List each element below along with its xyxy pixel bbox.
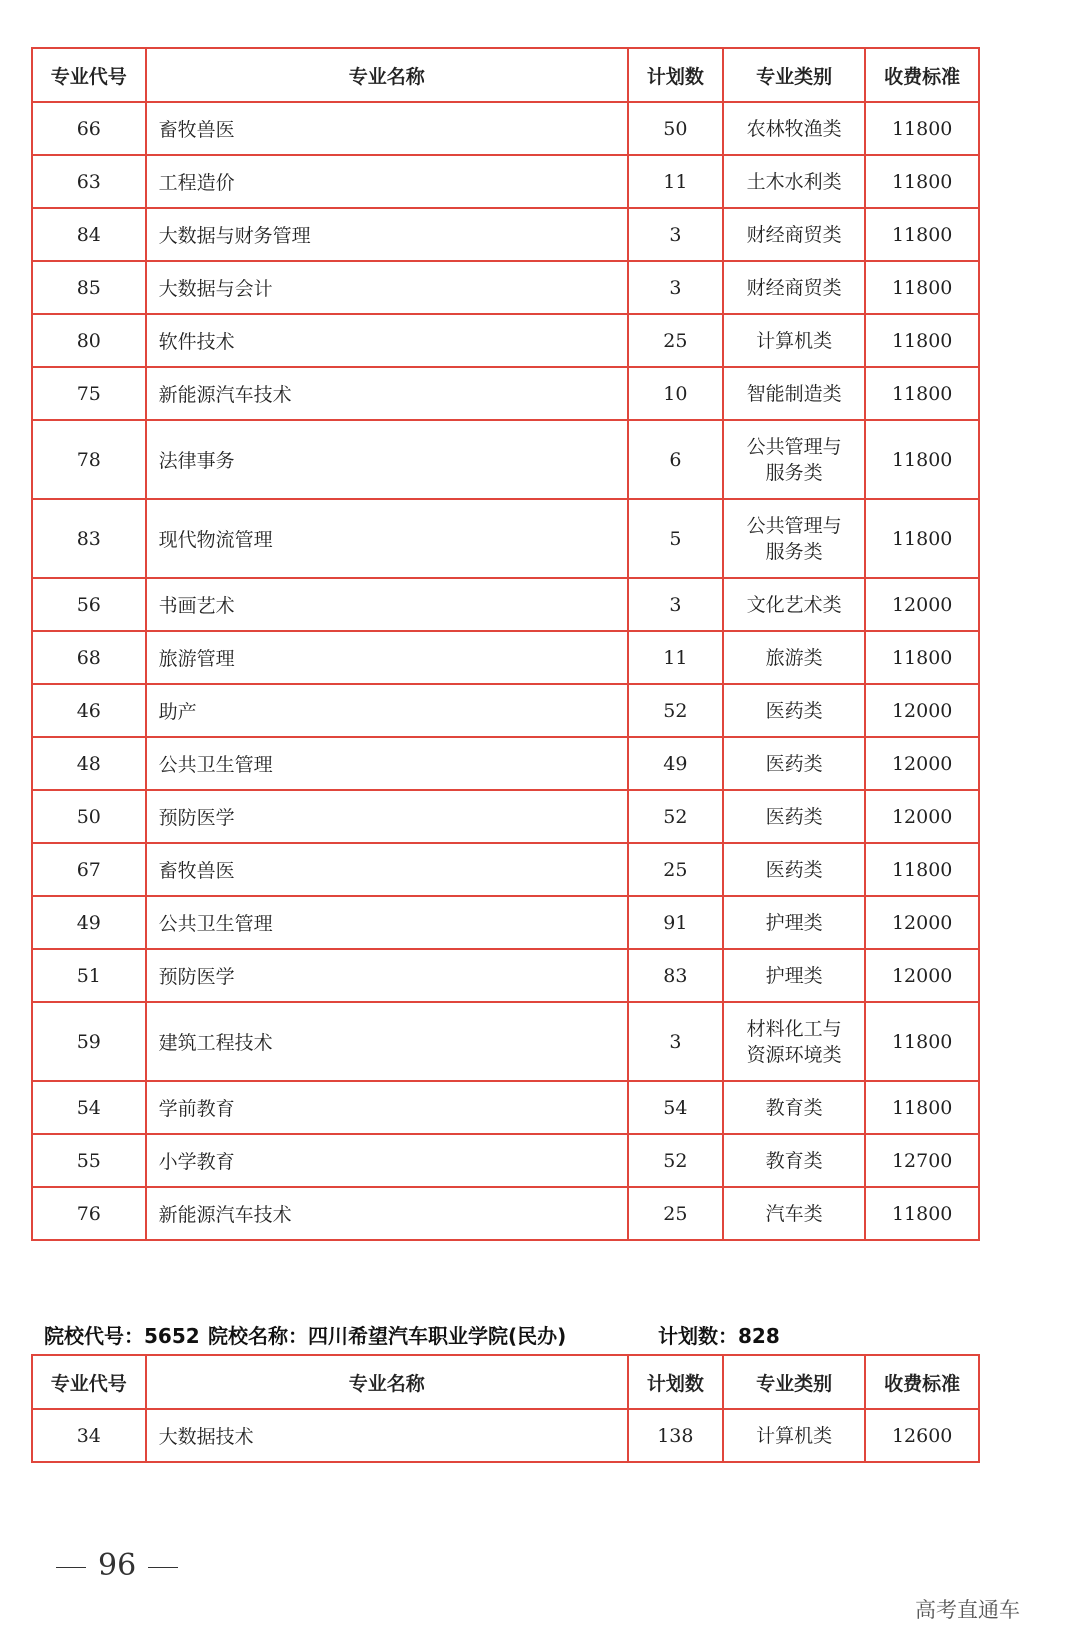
major-name-cell: 现代物流管理 <box>146 499 628 578</box>
header-major-name: 专业名称 <box>146 48 628 102</box>
fee-cell: 11800 <box>865 1002 979 1081</box>
major-category-cell <box>723 1002 866 1081</box>
watermark: 高考直通车 <box>915 1598 1020 1622</box>
major-category-cell <box>723 367 866 420</box>
header-major-name: 专业名称 <box>146 1355 628 1409</box>
fee-cell: 11800 <box>865 208 979 261</box>
table-row <box>32 1409 979 1462</box>
school-info-line <box>44 1320 984 1350</box>
enrollment-table-1 <box>31 47 980 1241</box>
header-major-code: 专业代号 <box>32 1355 146 1409</box>
fee-cell: 12000 <box>865 684 979 737</box>
major-name-cell: 公共卫生管理 <box>146 896 628 949</box>
major-name-cell: 书画艺术 <box>146 578 628 631</box>
table-row <box>32 737 979 790</box>
fee-cell: 11800 <box>865 1081 979 1134</box>
major-name-cell: 旅游管理 <box>146 631 628 684</box>
fee-cell: 11800 <box>865 1187 979 1240</box>
major-category-cell <box>723 843 866 896</box>
fee-cell: 12000 <box>865 578 979 631</box>
plan-count-cell: 25 <box>628 843 723 896</box>
major-category-line: 智能制造类 <box>746 382 842 405</box>
major-category-cell <box>723 1134 866 1187</box>
major-name-cell: 大数据与会计 <box>146 261 628 314</box>
fee-cell: 11800 <box>865 420 979 499</box>
major-category-line: 医药类 <box>765 699 823 722</box>
fee-cell: 11800 <box>865 155 979 208</box>
header-major-category: 专业类别 <box>723 48 866 102</box>
major-code-cell: 34 <box>32 1409 146 1462</box>
table-row <box>32 314 979 367</box>
major-category-cell <box>723 578 866 631</box>
major-category-line: 农林牧渔类 <box>746 117 842 140</box>
major-category-line: 财经商贸类 <box>746 223 842 246</box>
major-name-cell: 小学教育 <box>146 1134 628 1187</box>
plan-count-cell: 52 <box>628 684 723 737</box>
major-name-cell: 预防医学 <box>146 790 628 843</box>
major-category-cell <box>723 155 866 208</box>
major-name-cell: 公共卫生管理 <box>146 737 628 790</box>
major-name-cell: 助产 <box>146 684 628 737</box>
fee-cell: 11800 <box>865 261 979 314</box>
major-name-cell: 大数据与财务管理 <box>146 208 628 261</box>
major-code-cell: 56 <box>32 578 146 631</box>
table-row <box>32 896 979 949</box>
major-code-cell: 80 <box>32 314 146 367</box>
major-name-cell: 新能源汽车技术 <box>146 1187 628 1240</box>
school-code: 院校代号：5652 <box>44 1324 200 1348</box>
plan-count-cell: 91 <box>628 896 723 949</box>
major-name-cell: 工程造价 <box>146 155 628 208</box>
table-row <box>32 684 979 737</box>
major-category-cell <box>723 261 866 314</box>
header-fee-standard: 收费标准 <box>865 48 979 102</box>
plan-count-cell: 52 <box>628 790 723 843</box>
table-row <box>32 949 979 1002</box>
table-row <box>32 1134 979 1187</box>
page-number-footer <box>44 1548 190 1583</box>
school-name: 院校名称：四川希望汽车职业学院(民办) <box>208 1324 567 1348</box>
major-code-cell: 46 <box>32 684 146 737</box>
plan-count-cell: 49 <box>628 737 723 790</box>
major-category-cell <box>723 737 866 790</box>
major-code-cell: 55 <box>32 1134 146 1187</box>
plan-count-cell: 25 <box>628 1187 723 1240</box>
major-code-cell: 83 <box>32 499 146 578</box>
major-category-cell <box>723 790 866 843</box>
major-category-line: 医药类 <box>765 858 823 881</box>
major-code-cell: 49 <box>32 896 146 949</box>
fee-cell: 11800 <box>865 367 979 420</box>
header-fee-standard: 收费标准 <box>865 1355 979 1409</box>
major-category-line: 资源环境类 <box>746 1043 842 1066</box>
major-category-cell <box>723 420 866 499</box>
table-row <box>32 790 979 843</box>
plan-count-cell: 10 <box>628 367 723 420</box>
major-category-cell <box>723 208 866 261</box>
major-code-cell: 84 <box>32 208 146 261</box>
major-code-cell: 76 <box>32 1187 146 1240</box>
major-category-line: 土木水利类 <box>746 170 842 193</box>
plan-count-cell: 11 <box>628 155 723 208</box>
major-category-line: 教育类 <box>765 1096 823 1119</box>
fee-cell: 11800 <box>865 843 979 896</box>
major-code-cell: 59 <box>32 1002 146 1081</box>
major-category-cell <box>723 684 866 737</box>
major-category-line: 计算机类 <box>756 1424 833 1447</box>
major-category-cell <box>723 1187 866 1240</box>
major-name-cell: 学前教育 <box>146 1081 628 1134</box>
table-row <box>32 1002 979 1081</box>
table-row <box>32 155 979 208</box>
major-name-cell: 新能源汽车技术 <box>146 367 628 420</box>
plan-count-cell: 138 <box>628 1409 723 1462</box>
plan-count-cell: 3 <box>628 208 723 261</box>
fee-cell: 11800 <box>865 102 979 155</box>
major-category-line: 材料化工与 <box>746 1017 842 1040</box>
table-row <box>32 1187 979 1240</box>
table-row <box>32 208 979 261</box>
major-category-line: 财经商贸类 <box>746 276 842 299</box>
major-category-line: 计算机类 <box>756 329 833 352</box>
major-category-cell <box>723 314 866 367</box>
plan-count-cell: 3 <box>628 261 723 314</box>
header-major-category: 专业类别 <box>723 1355 866 1409</box>
major-category-line: 汽车类 <box>765 1202 823 1225</box>
major-name-cell: 畜牧兽医 <box>146 843 628 896</box>
table-row <box>32 631 979 684</box>
plan-count-cell: 3 <box>628 578 723 631</box>
fee-cell: 11800 <box>865 499 979 578</box>
enrollment-table-2 <box>31 1354 980 1463</box>
plan-count-cell: 54 <box>628 1081 723 1134</box>
table-row <box>32 102 979 155</box>
plan-count-cell: 3 <box>628 1002 723 1081</box>
major-category-cell <box>723 896 866 949</box>
major-name-cell: 预防医学 <box>146 949 628 1002</box>
major-name-cell: 大数据技术 <box>146 1409 628 1462</box>
major-category-line: 文化艺术类 <box>746 593 842 616</box>
major-category-line: 护理类 <box>765 911 823 934</box>
table-row <box>32 1081 979 1134</box>
table-row <box>32 843 979 896</box>
major-code-cell: 54 <box>32 1081 146 1134</box>
plan-count-cell: 52 <box>628 1134 723 1187</box>
fee-cell: 12600 <box>865 1409 979 1462</box>
major-category-cell <box>723 631 866 684</box>
plan-count-cell: 83 <box>628 949 723 1002</box>
dash-right <box>148 1567 178 1568</box>
major-name-cell: 法律事务 <box>146 420 628 499</box>
major-name-cell: 畜牧兽医 <box>146 102 628 155</box>
header-major-code: 专业代号 <box>32 48 146 102</box>
table-header-row <box>32 48 979 102</box>
fee-cell: 12000 <box>865 949 979 1002</box>
major-code-cell: 63 <box>32 155 146 208</box>
major-category-cell <box>723 1409 866 1462</box>
major-category-cell <box>723 499 866 578</box>
table-row <box>32 261 979 314</box>
major-category-cell <box>723 949 866 1002</box>
major-category-line: 旅游类 <box>765 646 823 669</box>
plan-count-cell: 25 <box>628 314 723 367</box>
major-code-cell: 67 <box>32 843 146 896</box>
fee-cell: 12000 <box>865 737 979 790</box>
table-row <box>32 499 979 578</box>
page-number: 96 <box>98 1548 137 1583</box>
major-code-cell: 68 <box>32 631 146 684</box>
major-category-line: 护理类 <box>765 964 823 987</box>
header-plan-count: 计划数 <box>628 48 723 102</box>
fee-cell: 12000 <box>865 896 979 949</box>
major-name-cell: 建筑工程技术 <box>146 1002 628 1081</box>
fee-cell: 11800 <box>865 631 979 684</box>
plan-count-cell: 11 <box>628 631 723 684</box>
major-code-cell: 48 <box>32 737 146 790</box>
fee-cell: 11800 <box>865 314 979 367</box>
header-plan-count: 计划数 <box>628 1355 723 1409</box>
major-category-line: 医药类 <box>765 752 823 775</box>
fee-cell: 12700 <box>865 1134 979 1187</box>
table-row <box>32 367 979 420</box>
major-category-line: 服务类 <box>765 461 823 484</box>
major-code-cell: 51 <box>32 949 146 1002</box>
major-code-cell: 66 <box>32 102 146 155</box>
major-code-cell: 85 <box>32 261 146 314</box>
major-code-cell: 50 <box>32 790 146 843</box>
school-plan-count: 计划数：828 <box>658 1324 780 1348</box>
major-category-line: 服务类 <box>765 540 823 563</box>
major-category-cell <box>723 1081 866 1134</box>
major-code-cell: 78 <box>32 420 146 499</box>
plan-count-cell: 5 <box>628 499 723 578</box>
fee-cell: 12000 <box>865 790 979 843</box>
dash-left <box>56 1567 86 1568</box>
major-category-cell <box>723 102 866 155</box>
table-row <box>32 578 979 631</box>
plan-count-cell: 50 <box>628 102 723 155</box>
major-category-line: 公共管理与 <box>746 435 842 458</box>
major-category-line: 医药类 <box>765 805 823 828</box>
plan-count-cell: 6 <box>628 420 723 499</box>
major-code-cell: 75 <box>32 367 146 420</box>
major-category-line: 公共管理与 <box>746 514 842 537</box>
table-header-row <box>32 1355 979 1409</box>
major-category-line: 教育类 <box>765 1149 823 1172</box>
major-name-cell: 软件技术 <box>146 314 628 367</box>
table-row <box>32 420 979 499</box>
